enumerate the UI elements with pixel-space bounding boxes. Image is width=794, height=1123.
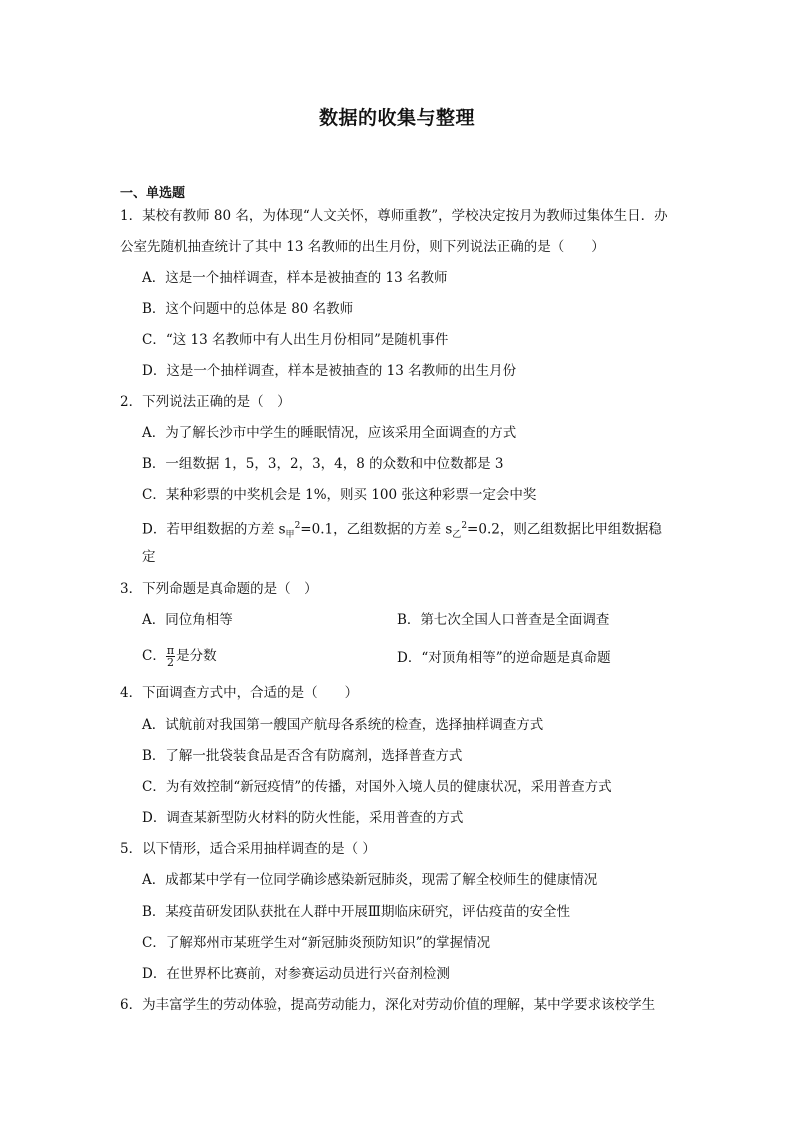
q3-stem: 3．下列命题是真命题的是（ ） — [120, 581, 318, 597]
q3-option-d: D．“对顶角相等”的逆命题是真命题 — [397, 650, 611, 666]
q2-superscript-1: 2 — [294, 521, 301, 531]
q3-option-c — [142, 645, 217, 668]
q3-option-c-text: 是分数 — [176, 648, 217, 664]
q2-subscript-jia: 甲 — [285, 530, 295, 541]
q2-option-d-continued: 定 — [142, 549, 156, 565]
q5-option-d: D．在世界杯比赛前，对参赛运动员进行兴奋剂检测 — [142, 966, 450, 982]
q1-option-a: A．这是一个抽样调查，样本是被抽查的 13 名教师 — [142, 270, 448, 286]
q4-option-c: C．为有效控制“新冠疫情”的传播，对国外入境人员的健康状况，采用普查方式 — [142, 779, 612, 795]
q4-option-d: D．调查某新型防火材料的防火性能，采用普查的方式 — [142, 810, 464, 826]
q2-option-b: B．一组数据 1，5，3，2，3，4，8 的众数和中位数都是 3 — [142, 456, 504, 472]
q2-option-d-text-pre: D．若甲组数据的方差 s — [142, 521, 286, 538]
q2-stem: 2．下列说法正确的是（ ） — [120, 394, 291, 410]
q1-stem-line1: 1．某校有教师 80 名，为体现“人文关怀，尊师重教”，学校决定按月为教师过集体生日．办 — [120, 208, 668, 224]
q1-option-d: D．这是一个抽样调查，样本是被抽查的 13 名教师的出生月份 — [142, 363, 517, 379]
q1-option-c: C．“这 13 名教师中有人出生月份相同”是随机事件 — [142, 332, 449, 348]
q1-option-b: B．这个问题中的总体是 80 名教师 — [142, 301, 354, 317]
q2-superscript-2: 2 — [461, 521, 468, 531]
pi-over-two-fraction — [166, 645, 175, 668]
q2-option-a: A．为了解长沙市中学生的睡眠情况，应该采用全面调查的方式 — [142, 425, 517, 441]
q4-option-a: A．试航前对我国第一艘国产航母各系统的检查，选择抽样调查方式 — [142, 717, 544, 733]
fraction-numerator: π — [166, 644, 175, 657]
q4-option-b: B．了解一批袋装食品是否含有防腐剂，选择普查方式 — [142, 748, 463, 764]
q3-option-b: B．第七次全国人口普查是全面调查 — [397, 612, 610, 628]
q6-stem-line1: 6．为丰富学生的劳动体验，提高劳动能力，深化对劳动价值的理解，某中学要求该校学生 — [120, 997, 656, 1013]
q5-option-c: C．了解郑州市某班学生对“新冠肺炎预防知识”的掌握情况 — [142, 935, 491, 951]
q5-option-b: B．某疫苗研发团队获批在人群中开展Ⅲ期临床研究，评估疫苗的安全性 — [142, 904, 570, 920]
q2-subscript-yi: 乙 — [452, 530, 462, 541]
q2-option-d — [142, 516, 662, 545]
q5-option-a: A．成都某中学有一位同学确诊感染新冠肺炎，现需了解全校师生的健康情况 — [142, 872, 598, 888]
section-heading: 一、单选题 — [120, 186, 186, 201]
q3-option-a: A．同位角相等 — [142, 612, 233, 628]
q2-option-d-text-post: =0.2，则乙组数据比甲组数据稳 — [467, 521, 662, 538]
q1-stem-line2: 公室先随机抽查统计了其中 13 名教师的出生月份，则下列说法正确的是（ ） — [120, 239, 605, 255]
fraction-denominator: 2 — [166, 656, 174, 669]
page-title: 数据的收集与整理 — [318, 107, 475, 129]
q4-stem: 4．下面调查方式中，合适的是（ ） — [120, 685, 359, 701]
q5-stem: 5．以下情形，适合采用抽样调查的是（ ） — [120, 841, 376, 857]
q3-option-c-label: C． — [142, 648, 166, 664]
q2-option-d-text-mid: =0.1，乙组数据的方差 s — [300, 521, 453, 538]
q2-option-c: C．某种彩票的中奖机会是 1%，则买 100 张这种彩票一定会中奖 — [142, 487, 537, 503]
